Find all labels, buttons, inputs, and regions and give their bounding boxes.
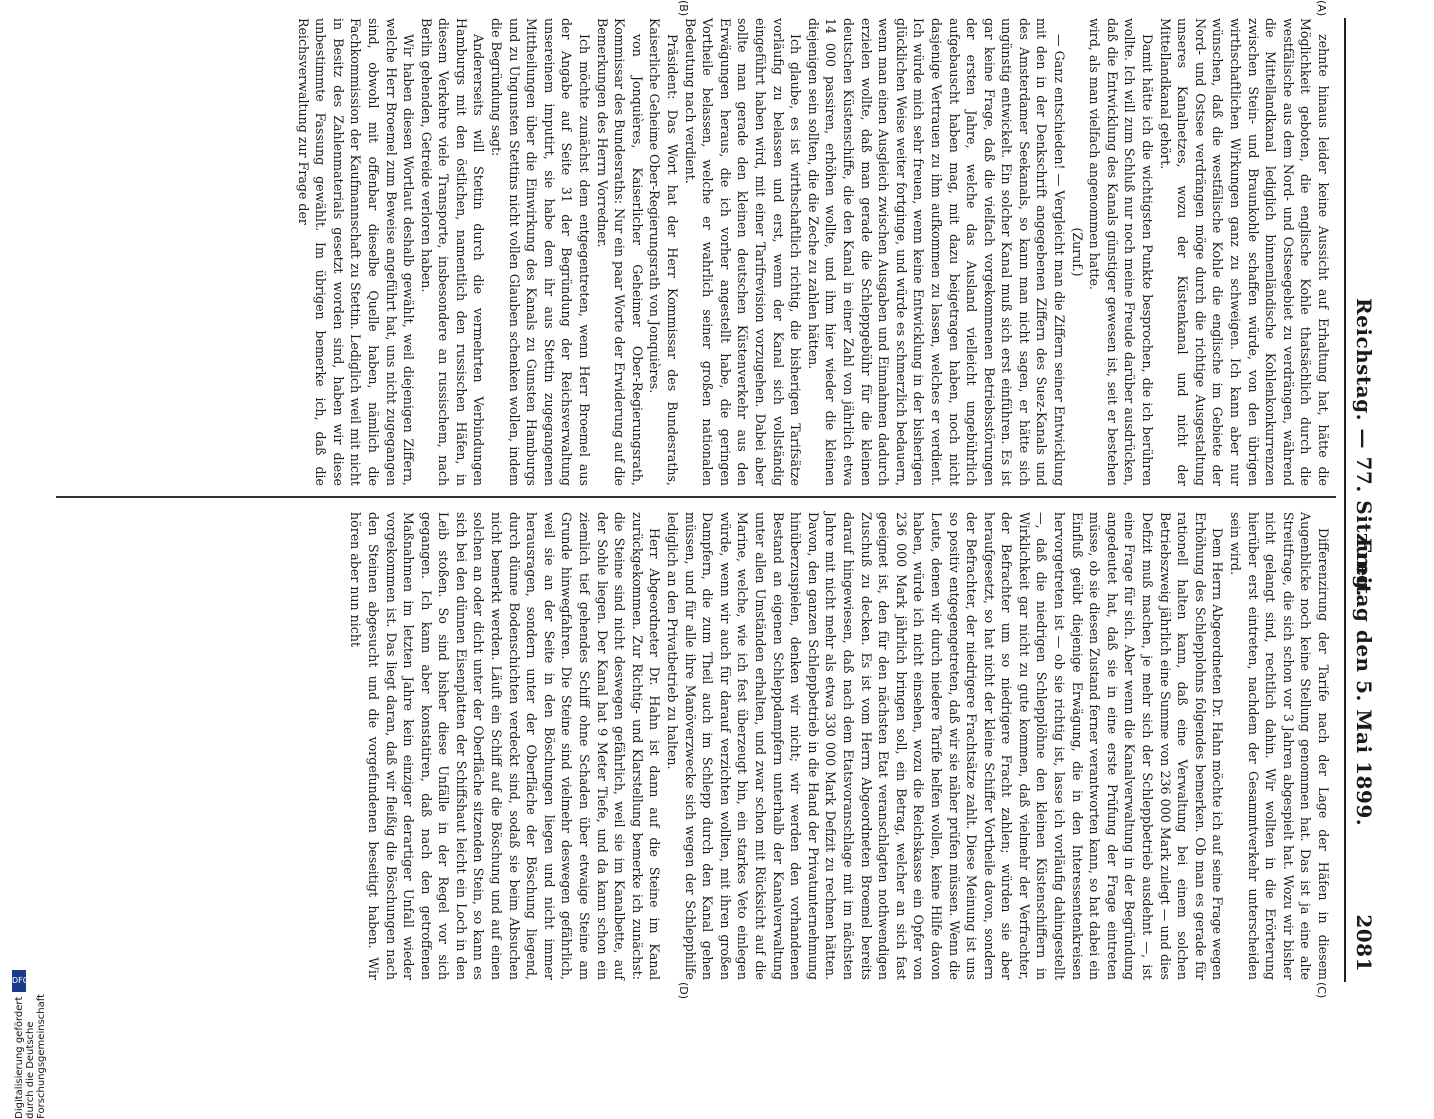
margin-mark-c: (C) [1315,982,1328,999]
paragraph: Ich glaube, es ist wirthschaftlich richtig, die bisherigen Tarifsätze vorläufig zu belassen und erst, wenn der Kanal sich vollständig eingeführt haben wird, mit einer Tarifrevision vorzugehen. Dabei aber sollte man gerade den kleinen deutschen Küstenverkehr aus den Erwägungen heraus, die ich vorher angestellt habe, die geringen Vortheile belassen, welche er wahrlich seiner großen nationalen Bedeutung nach verdient. [682,18,804,486]
paragraph: — Ganz entschieden! — Vergleicht man die Ziffern seiner Entwicklung mit den in der Denkschrift angegebenen Ziffern des Suez-Kanals und des Amsterdamer Seekanals, so kann man nicht sagen, er hätte sich ungünstig entwickelt. Ein solcher Kanal muß sich erst einführen. Es ist gar keine Frage, daß die vielfach vorgekommenen Betriebsstörungen der ersten Jahre, welche das Ausland vielleicht ungebührlich aufgebauscht haben mag, mit dazu beigetragen haben, noch nicht dasjenige Vertrauen zu ihm aufkommen zu lassen, welches er verdient. Ich würde mich sehr freuen, wenn keine Entwicklung in der bisherigen glücklichen Weise weiter fortginge, und würde es schmerzlich bedauern, wenn man einen Ausgleich zwischen Ausgaben und Einnahmen dadurch erzielen wollte, daß man gerade die Schleppgebühr für die kleinen deutschen Küstenschiffe, die den Kanal in einer Zahl von jährlich etwa 14 000 passiren, erhöhen wollte, und ihm hier wieder die kleinen diejenigen sein sollten, die die Zeche zu zahlen hätten. [805,18,1068,486]
paragraph: Ich möchte zunächst dem entgegentreten, wenn Herr Broemel aus der Angabe auf Seite 31 der Begründung der Reichsverwaltung unsereinem imputirt, sie habe dem ihr aus Stettin zugegangenen Mittheilungen über die Einwirkung des Kanals zu Gunsten Hamburgs und zu Ungunsten Stettins nicht vollen Glauben schenken wollen, indem die Begründung sagt: [489,18,593,486]
quotation: Andererseits will Stettin durch die vermehrten Verbindungen Hamburgs mit den östlichen, namentlich den russischen Häfen, in diesem Verkehre viele Transporte, insbesondere an russischem, nach Berlin gehenden, Getreide verloren haben. [418,18,487,486]
left-column [294,18,1332,486]
margin-mark-d: (D) [677,982,690,1000]
interjection: (Zuruf.) [1069,227,1085,277]
margin-mark-a: (A) [1315,0,1328,17]
page-number: 2081 [1352,914,1376,972]
header-title: Reichstag. — 77. Sitzung. [1352,298,1376,597]
paragraph: zehnte hinaus leider keine Aussicht auf Erhaltung hat, hätte die Möglichkeit geboten, die englische Kohle thatsächlich durch die westfälische aus dem Nord- und Ostseegebiet zu verdrängen, während die Mittellandkanal lediglich binnenländische Kohlenkonkurrenzen zwischen Stein- und Braunkohle schaffen würde, von den übrigen wirthschaftlichen Wirkungen ganz zu schweigen. Ich kann aber nur wünschen, daß die westfälische Kohle die englische im Gebiete der Nord- und Ostsee verdrängen möge durch die richtige Ausgestaltung unseres Kanalnetzes, wozu der Küstenkanal und nicht der Mittellandkanal gehört. [1157,18,1331,486]
header-date: Freitag den 5. Mai 1899. [1352,538,1376,827]
newspaper-page [50,0,1380,1000]
paragraph: Differenzirung der Tarife nach der Lage der Häfen in diesem Augenblicke noch keine Stellung genommen hat. Das ist ja eine alte Streitfrage, die sich schon vor 3 Jahren abgespielt hat. Wozu wir bisher nicht gelangt sind, rechtlich dahin. Wir wollten in die Erörterung hierüber erst eintreten, nachdem der Gesammtverkehr unterscheiden sein wird. [1228,512,1331,980]
page-header [1344,18,1380,982]
paragraph: von Jonquières, Kaiserlicher Geheimer Ober-Regierungsrath, Kommissar des Bundesraths: Nur ein paar Worte der Erwiderung auf die Bemerkungen des Herrn Vorredner. [594,18,645,486]
paragraph: Damit hätte ich die wichtigsten Punkte besprochen, die ich berühren wollte. Ich will zum Schluß nur noch meine Freude darüber ausdrücken, daß die Entwicklung des Kanals günstiger gewesen ist, seit er bestehen wird, als man vielfach angenommen hatte. [1087,18,1156,486]
paragraph: Dem Herrn Abgeordneten Dr. Hahn möchte ich auf seine Frage wegen Erhöhung des Schlepplohns folgendes bemerken. Ob man es gerade für rationell halten kann, daß eine Verwaltung bei einem solchen Betriebszweig jährlich eine Summe von 236 000 Mark zulegt — und dies Defizit muß machen, je mehr sich der Schleppbetrieb ausdehnt —, ist eine Frage für sich. Aber wenn die Kanalverwaltung in der Begründung angedeutet hat, daß sie in eine erste Prüfung der Frage eintreten müsse, ob sie diesen Zustand ferner verantworten kann, so hat dabei ein Einfluß geübt diejenige Erwägung, die in den Interessentenkreisen hervorgetreten ist — ob sie richtig ist, lasse ich vorläufig dahingestellt —, daß die niedrigen Schlepplöhne den kleinen Küstenschiffern in Wirklichkeit gar nicht zu gute kommen, daß vielmehr der Verfrachter, der Befrachter um so niedrigere Fracht zahlen; würden sie aber heraufgesetzt, so hat nicht der kleine Schiffer Vortheile davon, sondern der Befrachter, der niedrigere Frachtsätze zahlt. Diese Meinung ist uns so positiv entgegengetreten, daß wir sie näher prüfen müssen. Wenn die Leute, denen wir durch niedere Tarife helfen wollen, keine Hilfe davon haben, würde ich nicht einsehen, wozu die Reichskasse ein Opfer von 236 000 Mark jährlich bringen soll, ein Betrag, welcher an sich fast geeignet ist, den für den nächsten Etat veranschlagten nothwendigen Zuschuß zu decken. Es ist vom Herrn Abgeordneten Broemel bereits darauf hingewiesen, daß nach dem Etatsvoranschlage mit im nächsten Jahre mit nicht mehr als etwa 330 000 Mark Defizit zu rechnen hätten. Davon, den ganzen Schleppbetrieb in die Hand der Privatunternehmung hinüberzuspielen, denken wir nicht; wir werden den vorhandenen Bestand an eigenen Schleppdampfern unterhalb der Kanalverwaltung unter allen Umständen erhalten, und zwar schon mit Rücksicht auf die Marine, welche, wie ich fest überzeugt bin, ein starkes Veto einlegen würde, wenn wir auch für darauf verzichten wollten, mit ihren großen Dampfern, die zum Theil auch im Schlepp durch den Kanal gehen müssen, und für alle ihre Manöverzwecke sich wegen der Schlepphilfe lediglich an den Privatbetrieb zu halten. [665,512,1226,980]
digitization-note: Digitalisierung gefördert durch die Deutsche Forschungsgemeinschaft [14,993,47,1119]
paragraph: Wir haben diesen Wortlaut deshalb gewählt, weil diejenigen Ziffern, welche Herr Broemel zum Beweise angeführt hat, uns nicht zugegangen sind, obwohl mit offenbar dieselbe Quelle haben, nämlich die Fachkommission der Kaufmannschaft zu Stettin. Lediglich weil mit nicht in Besitz des Zahlenmaterials gesetzt worden sind, haben wir diese unbestimmte Fassung gewählt. Im übrigen bemerke ich, daß die Reichsverwaltung zur Frage der [295,18,417,486]
margin-mark-b: (B) [677,0,690,17]
paragraph: Herr Abgeordneter Dr. Hahn ist dann auf die Steine im Kanal zurückgekommen. Zur Richtig- und Klarstellung bemerke ich zunächst: die Steine sind nicht deswegen gefährlich, weil sie im Kanalbette, auf der Sohle liegen. Der Kanal hat 9 Meter Tiefe, und da kann schon ein ziemlich tief gehendes Schiff ohne Schaden über etwaige Steine am Grunde hinwegfahren. Die Steine sind vielmehr deswegen gefährlich, weil sie an der Seite in den Böschungen liegen und nicht immer herausragen, sondern unter der Oberfläche der Böschung liegend, durch dünne Bodenschichten verdeckt sind, sodaß sie beim Absuchen nicht bemerkt werden. Läuft ein Schiff auf die Böschung und auf einen solchen an oder dicht unter der Oberfläche sitzenden Stein, so kann es sich bei den dünnen Eisenplatten der Schiffshaut leicht ein Loch in den Leib stoßen. So sind bisher diese Unfälle in der Regel vor sich gegangen. Ich kann aber konstatiren, daß nach den getroffenen Maßnahmen im letzten Jahre kein einziger derartiger Unfall wieder vorgekommen ist. Das liegt daran, daß wir fleißig die Böschungen nach den Steinen abgesucht und die vorgefundenen beseitigt haben. Wir hören aber nun nicht [348,512,663,980]
dfg-logo-icon: DFG [12,970,26,992]
column-divider [56,496,1336,498]
right-column [347,512,1332,980]
paragraph: Präsident: Das Wort hat der Herr Kommissar des Bundesraths, Kaiserliche Geheime Ober-Regierungsrath von Jonquières. [647,18,681,486]
